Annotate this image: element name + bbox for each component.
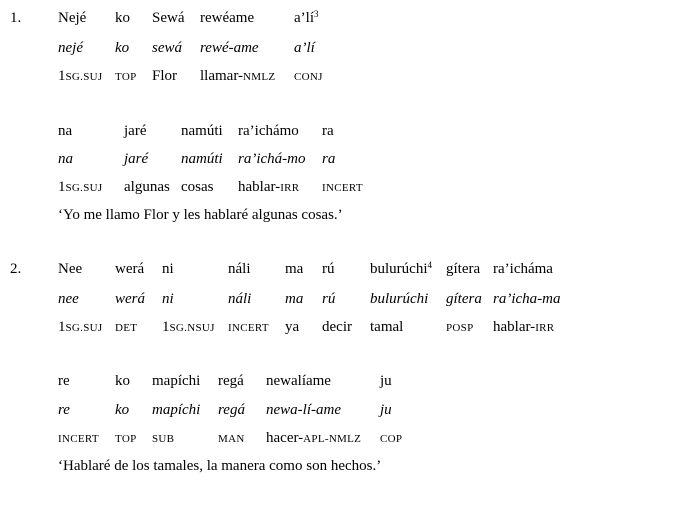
word: ra’ichámo bbox=[238, 123, 299, 139]
word: ma bbox=[285, 261, 304, 277]
gloss: decir bbox=[322, 319, 352, 335]
word: náli bbox=[228, 291, 252, 307]
word: rewé-ame bbox=[200, 40, 259, 56]
gloss: Flor bbox=[152, 68, 178, 84]
word: Nejé bbox=[58, 10, 87, 26]
gloss-line bbox=[0, 320, 692, 338]
gloss: 1SG.SUJ bbox=[58, 179, 103, 195]
translation: ‘Hablaré de los tamales, la manera como son hechos.’ bbox=[58, 458, 382, 474]
translation: ‘Yo me llamo Flor y les hablaré algunas cosas.’ bbox=[58, 207, 343, 223]
footnote-marker: 4 bbox=[427, 260, 432, 270]
word: mapíchi bbox=[152, 402, 201, 418]
gloss: INCERT bbox=[322, 182, 363, 194]
word: gítera bbox=[446, 291, 482, 307]
word: nee bbox=[58, 291, 79, 307]
gloss: 1SG.SUJ bbox=[58, 319, 103, 335]
gloss: hacer-APL-NMLZ bbox=[266, 430, 362, 446]
segmented-line bbox=[0, 41, 692, 59]
word: nejé bbox=[58, 40, 83, 56]
word: regá bbox=[218, 402, 245, 418]
gloss-line bbox=[0, 69, 692, 87]
gloss: tamal bbox=[370, 319, 404, 335]
gloss: SUB bbox=[152, 433, 175, 445]
word: ra’icha-ma bbox=[493, 291, 561, 307]
gloss: hablar-IRR bbox=[493, 319, 555, 335]
gloss: llamar-NMLZ bbox=[200, 68, 276, 84]
gloss: 1SG.NSUJ bbox=[162, 319, 215, 335]
word: ra’icháma bbox=[493, 261, 553, 277]
word: ju bbox=[380, 402, 392, 418]
word: ko bbox=[115, 10, 130, 26]
gloss: hablar-IRR bbox=[238, 179, 300, 195]
gloss: POSP bbox=[446, 322, 474, 334]
gloss: MAN bbox=[218, 433, 245, 445]
word: a’lí bbox=[294, 40, 315, 56]
word: ko bbox=[115, 402, 130, 418]
gloss: TOP bbox=[115, 71, 137, 83]
word: Nee bbox=[58, 261, 83, 277]
word: bulurúchi$^4$ bbox=[370, 260, 432, 277]
word: werá bbox=[115, 261, 145, 277]
word: werá bbox=[115, 291, 145, 307]
word: newalíame bbox=[266, 373, 331, 389]
gloss: algunas bbox=[124, 179, 170, 195]
segmented-line bbox=[0, 152, 692, 170]
word: re bbox=[58, 373, 70, 389]
source-line bbox=[0, 374, 692, 392]
gloss: cosas bbox=[181, 179, 214, 195]
example-number: 2. bbox=[10, 261, 22, 277]
word: bulurúchi bbox=[370, 291, 429, 307]
word: ra bbox=[322, 123, 334, 139]
gloss: COP bbox=[380, 433, 403, 445]
word: sewá bbox=[152, 40, 182, 56]
word: ko bbox=[115, 373, 130, 389]
gloss: INCERT bbox=[228, 322, 269, 334]
word: ra bbox=[322, 151, 336, 167]
word: regá bbox=[218, 373, 244, 389]
word: ni bbox=[162, 261, 174, 277]
word: ma bbox=[285, 291, 304, 307]
word: na bbox=[58, 151, 73, 167]
gloss: ya bbox=[285, 319, 300, 335]
word: rú bbox=[322, 291, 336, 307]
word: jaré bbox=[124, 151, 149, 167]
example-number: 1. bbox=[10, 10, 22, 26]
segmented-line bbox=[0, 292, 692, 310]
word: re bbox=[58, 402, 70, 418]
source-line bbox=[0, 262, 692, 280]
source-line bbox=[0, 11, 692, 29]
source-line bbox=[0, 124, 692, 142]
gloss: CONJ bbox=[294, 71, 323, 83]
gloss-line bbox=[0, 180, 692, 198]
word: mapíchi bbox=[152, 373, 201, 389]
gloss: TOP bbox=[115, 433, 137, 445]
gloss-line bbox=[0, 431, 692, 449]
word: na bbox=[58, 123, 73, 139]
segmented-line bbox=[0, 403, 692, 421]
gloss: DET bbox=[115, 322, 138, 334]
word: newa-lí-ame bbox=[266, 402, 341, 418]
word: rú bbox=[322, 261, 335, 277]
word: namúti bbox=[181, 151, 223, 167]
word: namúti bbox=[181, 123, 223, 139]
word: gítera bbox=[446, 261, 481, 277]
word: ko bbox=[115, 40, 130, 56]
gloss: INCERT bbox=[58, 433, 99, 445]
word: $a’lí^3$ bbox=[294, 9, 319, 26]
word: rewéame bbox=[200, 10, 255, 26]
word: jaré bbox=[124, 123, 147, 139]
word: Sewá bbox=[152, 10, 185, 26]
word: ni bbox=[162, 291, 174, 307]
footnote-marker: 3 bbox=[314, 9, 319, 19]
gloss: 1SG.SUJ bbox=[58, 68, 103, 84]
word: ju bbox=[380, 373, 392, 389]
word: ra’ichá-mo bbox=[238, 151, 306, 167]
word: náli bbox=[228, 261, 251, 277]
